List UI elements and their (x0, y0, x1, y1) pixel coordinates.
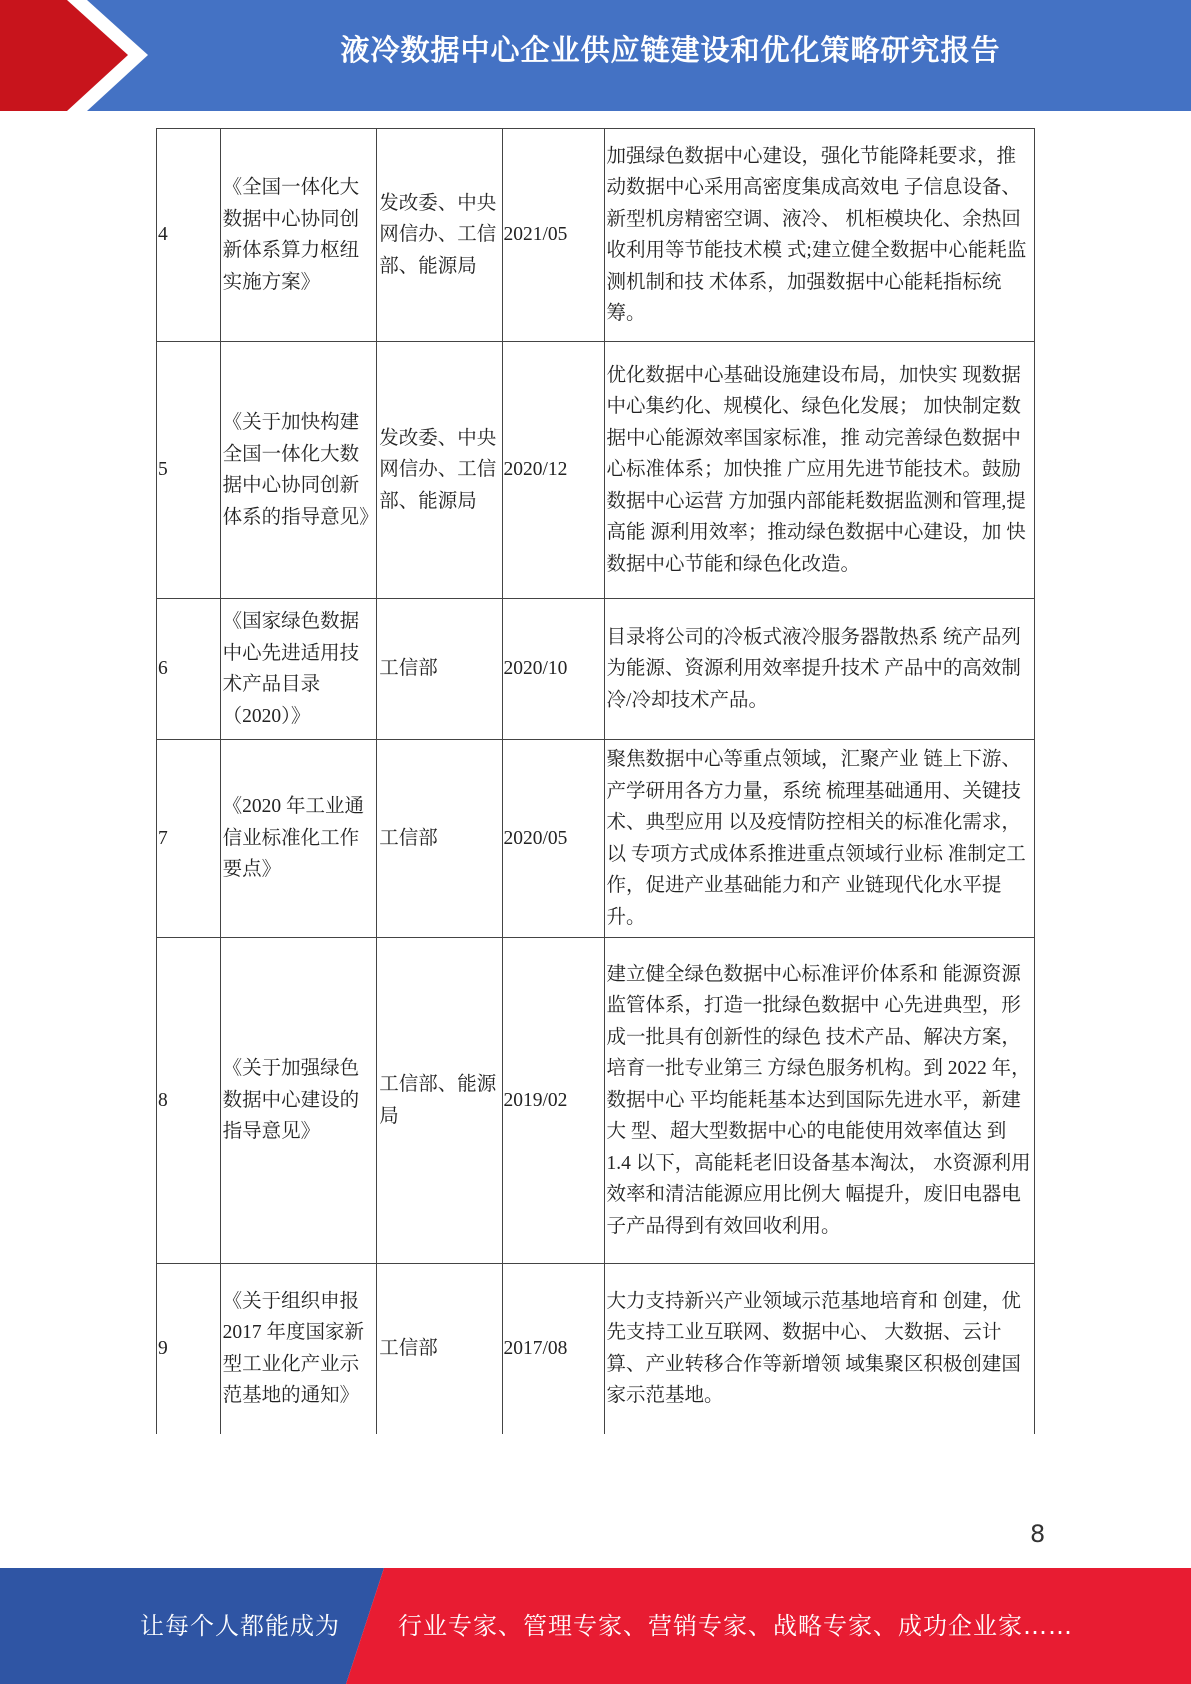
table-row (157, 938, 1035, 1264)
policy-description: 加强绿色数据中心建设，强化节能降耗要求，推动数据中心采用高密度集成高效电 子信息设备、新型机房精密空调、液冷、 机柜模块化、余热回收利用等节能技术模 式;建立健全数据中心能耗监测机制和技 术体系，加强数据中心能耗指标统筹。 (604, 129, 1034, 342)
policy-description: 优化数据中心基础设施建设布局，加快实 现数据中心集约化、规模化、绿色化发展； 加快制定数据中心能源效率国家标准，推 动完善绿色数据中心标准体系；加快推 广应用先进节能技术。鼓励数据中心运营 方加强内部能耗数据监测和管理,提高能 源利用效率；推动绿色数据中心建设，加 快数据中心节能和绿色化改造。 (604, 342, 1034, 599)
policy-name: 《关于加强绿色数据中心建设的指导意见》 (220, 938, 377, 1264)
issue-date: 2021/05 (502, 129, 604, 342)
issue-date: 2020/12 (502, 342, 604, 599)
policy-description: 大力支持新兴产业领域示范基地培育和 创建，优先支持工业互联网、数据中心、 大数据、云计算、产业转移合作等新增领 域集聚区积极创建国家示范基地。 (604, 1264, 1034, 1434)
row-number: 4 (157, 129, 221, 342)
row-number: 8 (157, 938, 221, 1264)
policy-name: 《2020 年工业通信业标准化工作要点》 (220, 740, 377, 938)
issuing-department: 工信部 (377, 1264, 502, 1434)
footer-slogan-right: 行业专家、管理专家、营销专家、战略专家、成功企业家…… (398, 1612, 1073, 1640)
issue-date: 2017/08 (502, 1264, 604, 1434)
table-row (157, 342, 1035, 599)
issuing-department: 工信部、能源局 (377, 938, 502, 1264)
page-footer (0, 1568, 1191, 1684)
issuing-department: 工信部 (377, 599, 502, 740)
table-row (157, 1264, 1035, 1434)
policy-name: 《关于组织申报 2017 年度国家新型工业化产业示范基地的通知》 (220, 1264, 377, 1434)
page-number: 8 (1030, 1520, 1046, 1548)
policy-description: 目录将公司的冷板式液冷服务器散热系 统产品列为能源、资源利用效率提升技术 产品中的高效制冷/冷却技术产品。 (604, 599, 1034, 740)
row-number: 5 (157, 342, 221, 599)
header-chevron-icon (0, 0, 160, 111)
footer-slogan-left: 让每个人都能成为 (140, 1612, 340, 1640)
issue-date: 2019/02 (502, 938, 604, 1264)
row-number: 6 (157, 599, 221, 740)
table-row (157, 599, 1035, 740)
row-number: 7 (157, 740, 221, 938)
report-title: 液冷数据中心企业供应链建设和优化策略研究报告 (340, 33, 1001, 67)
policy-description: 聚焦数据中心等重点领域，汇聚产业 链上下游、产学研用各方力量，系统 梳理基础通用、关键技术、典型应用 以及疫情防控相关的标准化需求，以 专项方式成体系推进重点领域行业标 准制定工作，促进产业基础能力和产 业链现代化水平提升。 (604, 740, 1034, 938)
page-header (0, 0, 1191, 111)
table-row (157, 740, 1035, 938)
policy-name: 《国家绿色数据中心先进适用技术产品目录（2020）》 (220, 599, 377, 740)
issuing-department: 发改委、中央网信办、工信部、能源局 (377, 342, 502, 599)
policy-name: 《关于加快构建全国一体化大数据中心协同创新体系的指导意见》 (220, 342, 377, 599)
issuing-department: 发改委、中央网信办、工信部、能源局 (377, 129, 502, 342)
issuing-department: 工信部 (377, 740, 502, 938)
policy-name: 《全国一体化大数据中心协同创新体系算力枢纽实施方案》 (220, 129, 377, 342)
policy-description: 建立健全绿色数据中心标准评价体系和 能源资源监管体系，打造一批绿色数据中 心先进典型，形成一批具有创新性的绿色 技术产品、解决方案，培育一批专业第三 方绿色服务机构。到 2022 年，数据中心 平均能耗基本达到国际先进水平，新建大 型、超大型数据中心的电能使用效率值达 到 1.4 以下，高能耗老旧设备基本淘汰， 水资源利用效率和清洁能源应用比例大 幅提升，废旧电器电子产品得到有效回收利用。 (604, 938, 1034, 1264)
issue-date: 2020/10 (502, 599, 604, 740)
issue-date: 2020/05 (502, 740, 604, 938)
policy-table (156, 128, 1035, 1434)
row-number: 9 (157, 1264, 221, 1434)
table-row (157, 129, 1035, 342)
